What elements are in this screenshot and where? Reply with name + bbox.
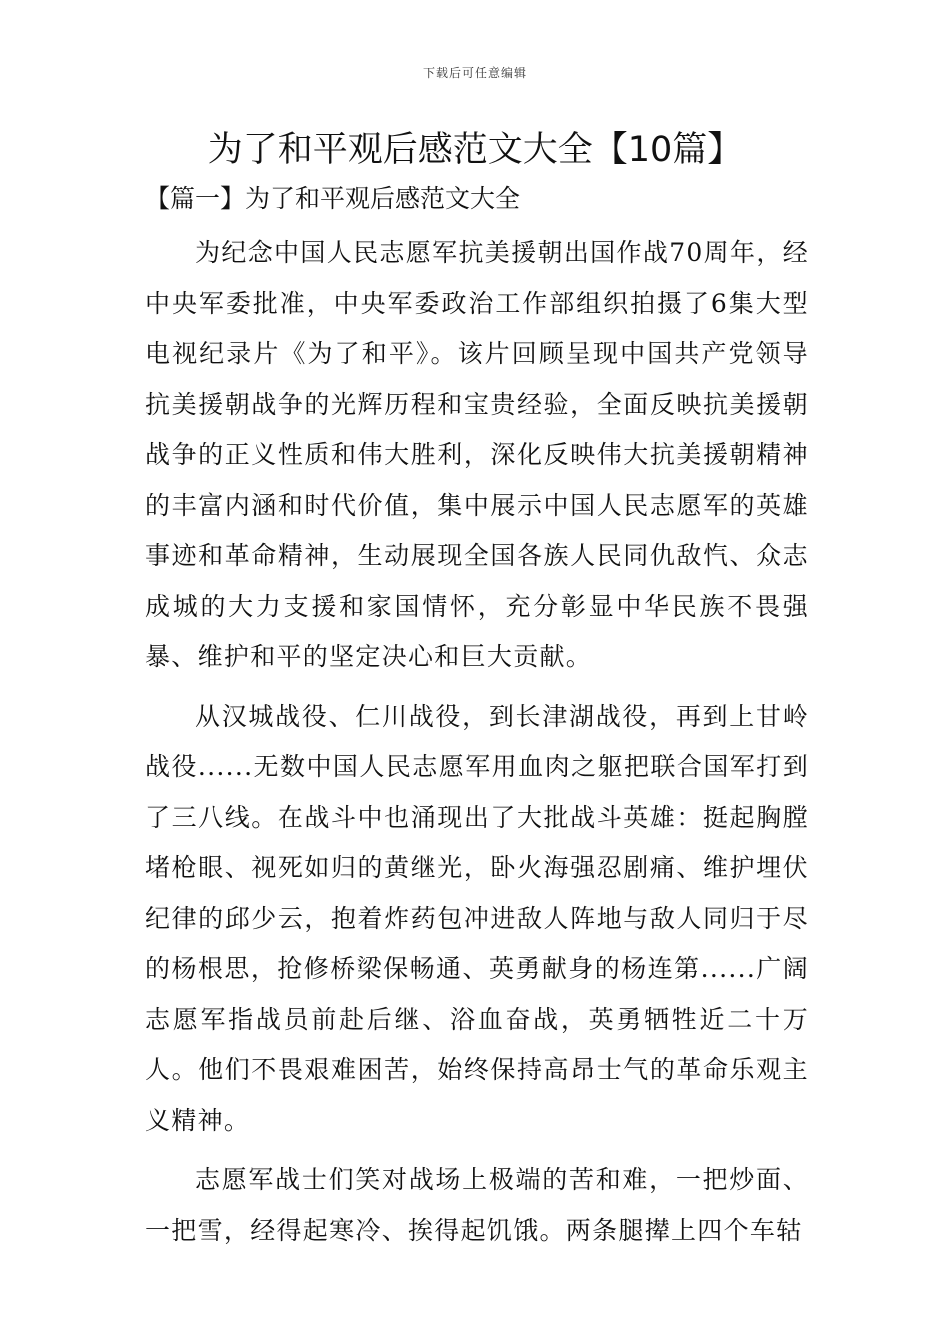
section-heading: 【篇一】为了和平观后感范文大全 bbox=[145, 184, 521, 213]
page-header-note: 下载后可任意编辑 bbox=[422, 66, 527, 80]
body-paragraph: 从汉城战役、仁川战役，到长津湖战役，再到上甘岭战役......无数中国人民志愿军用血肉之躯把联合国军打到了三八线。在战斗中也涌现出了大批战斗英雄：挺起胸膛堵枪眼、视死如归的黄继光，卧火海强忍剧痛、维护埋伏纪律的邱少云，抱着炸药包冲进敌人阵地与敌人同归于尽的杨根思，抢修桥梁保畅通、英勇献身的杨连第......广阔志愿军指战员前赴后继、浴血奋战，英勇牺牲近二十万人。他们不畏艰难困苦，始终保持高昂士气的革命乐观主义精神。 bbox=[145, 701, 809, 1135]
body-paragraph: 为纪念中国人民志愿军抗美援朝出国作战70周年，经中央军委批准，中央军委政治工作部组织拍摄了6集大型电视纪录片《为了和平》。该片回顾呈现中国共产党领导抗美援朝战争的光辉历程和宝贵经验，全面反映抗美援朝战争的正义性质和伟大胜利，深化反映伟大抗美援朝精神的丰富内涵和时代价值，集中展示中国人民志愿军的英雄事迹和革命精神，生动展现全国各族人民同仇敌忾、众志成城的大力支援和家国情怀，充分彰显中华民族不畏强暴、维护和平的坚定决心和巨大贡献。 bbox=[145, 238, 809, 671]
document-body bbox=[145, 228, 809, 1256]
document-title: 为了和平观后感范文大全【10篇】 bbox=[207, 130, 743, 170]
body-paragraph: 志愿军战士们笑对战场上极端的苦和难，一把炒面、一把雪，经得起寒冷、挨得起饥饿。两条腿撵上四个车轱 bbox=[145, 1165, 809, 1245]
